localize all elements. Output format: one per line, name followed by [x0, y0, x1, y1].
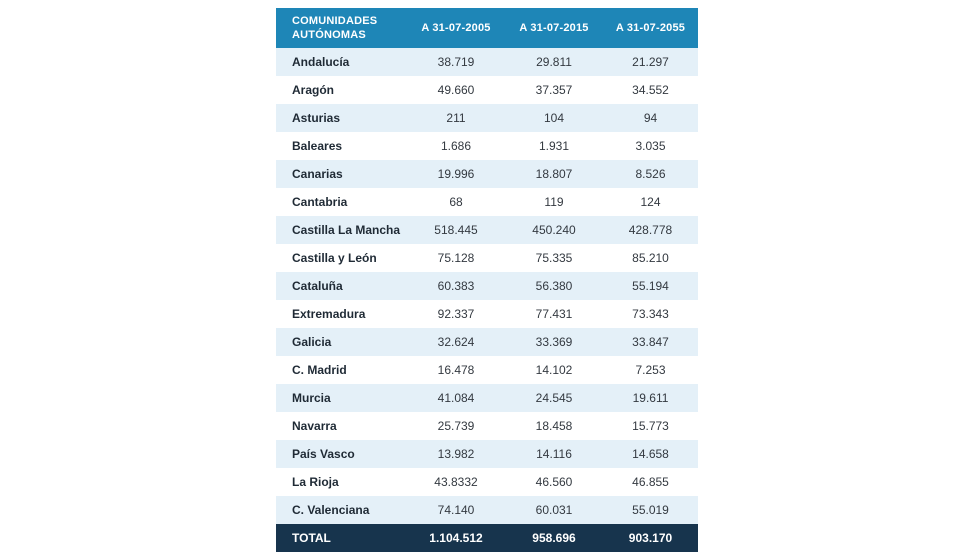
table-row: [276, 132, 698, 160]
value-2015-cell: 1.931: [505, 132, 603, 160]
table-row: [276, 216, 698, 244]
region-name-cell: Castilla La Mancha: [276, 216, 407, 244]
table-row: [276, 328, 698, 356]
table-row: [276, 384, 698, 412]
table-row: [276, 468, 698, 496]
table-body: [276, 48, 698, 524]
value-2005-cell: 32.624: [407, 328, 505, 356]
region-name-cell: Asturias: [276, 104, 407, 132]
value-2015-cell: 33.369: [505, 328, 603, 356]
value-2005-cell: 16.478: [407, 356, 505, 384]
table-row: [276, 300, 698, 328]
region-name-cell: Castilla y León: [276, 244, 407, 272]
data-table-container: [276, 8, 698, 552]
value-2055-cell: 7.253: [603, 356, 698, 384]
value-2005-cell: 518.445: [407, 216, 505, 244]
value-2055-cell: 14.658: [603, 440, 698, 468]
value-2005-cell: 68: [407, 188, 505, 216]
value-2015-cell: 46.560: [505, 468, 603, 496]
value-2015-cell: 119: [505, 188, 603, 216]
value-2005-cell: 211: [407, 104, 505, 132]
table-row: [276, 48, 698, 76]
value-2005-cell: 43.8332: [407, 468, 505, 496]
value-2015-cell: 104: [505, 104, 603, 132]
value-2055-cell: 8.526: [603, 160, 698, 188]
value-2005-cell: 13.982: [407, 440, 505, 468]
value-2005-cell: 19.996: [407, 160, 505, 188]
value-2015-cell: 18.807: [505, 160, 603, 188]
value-2015-cell: 14.116: [505, 440, 603, 468]
value-2015-cell: 14.102: [505, 356, 603, 384]
comunidades-table: [276, 8, 698, 552]
column-header-line: AUTÓNOMAS: [292, 29, 366, 41]
region-name-cell: Galicia: [276, 328, 407, 356]
table-row: [276, 76, 698, 104]
value-2055-cell: 3.035: [603, 132, 698, 160]
table-row: [276, 440, 698, 468]
value-2005-cell: 60.383: [407, 272, 505, 300]
total-label: TOTAL: [276, 524, 407, 552]
total-value-2015: 958.696: [505, 524, 603, 552]
value-2005-cell: 75.128: [407, 244, 505, 272]
value-2005-cell: 92.337: [407, 300, 505, 328]
column-header-line: COMUNIDADES: [292, 15, 378, 27]
value-2055-cell: 85.210: [603, 244, 698, 272]
value-2015-cell: 77.431: [505, 300, 603, 328]
value-2015-cell: 24.545: [505, 384, 603, 412]
value-2015-cell: 60.031: [505, 496, 603, 524]
value-2005-cell: 49.660: [407, 76, 505, 104]
value-2015-cell: 75.335: [505, 244, 603, 272]
table-row: [276, 160, 698, 188]
region-name-cell: C. Valenciana: [276, 496, 407, 524]
total-value-2005: 1.104.512: [407, 524, 505, 552]
value-2005-cell: 74.140: [407, 496, 505, 524]
value-2055-cell: 33.847: [603, 328, 698, 356]
region-name-cell: País Vasco: [276, 440, 407, 468]
value-2055-cell: 21.297: [603, 48, 698, 76]
value-2055-cell: 428.778: [603, 216, 698, 244]
table-row: [276, 356, 698, 384]
region-name-cell: Baleares: [276, 132, 407, 160]
region-name-cell: Murcia: [276, 384, 407, 412]
region-name-cell: Canarias: [276, 160, 407, 188]
value-2055-cell: 15.773: [603, 412, 698, 440]
region-name-cell: Extremadura: [276, 300, 407, 328]
value-2015-cell: 37.357: [505, 76, 603, 104]
value-2015-cell: 56.380: [505, 272, 603, 300]
region-name-cell: Aragón: [276, 76, 407, 104]
value-2055-cell: 73.343: [603, 300, 698, 328]
region-name-cell: C. Madrid: [276, 356, 407, 384]
header-row: [276, 8, 698, 48]
column-header-2055: A 31-07-2055: [603, 8, 698, 48]
value-2005-cell: 41.084: [407, 384, 505, 412]
value-2015-cell: 450.240: [505, 216, 603, 244]
value-2015-cell: 29.811: [505, 48, 603, 76]
value-2015-cell: 18.458: [505, 412, 603, 440]
value-2055-cell: 94: [603, 104, 698, 132]
column-header-comunidades: [276, 8, 407, 48]
table-row: [276, 272, 698, 300]
value-2005-cell: 25.739: [407, 412, 505, 440]
value-2005-cell: 1.686: [407, 132, 505, 160]
table-row: [276, 412, 698, 440]
column-header-2015: A 31-07-2015: [505, 8, 603, 48]
value-2005-cell: 38.719: [407, 48, 505, 76]
total-value-2055: 903.170: [603, 524, 698, 552]
region-name-cell: Cataluña: [276, 272, 407, 300]
region-name-cell: Cantabria: [276, 188, 407, 216]
value-2055-cell: 55.194: [603, 272, 698, 300]
value-2055-cell: 124: [603, 188, 698, 216]
table-row: [276, 188, 698, 216]
table-row: [276, 496, 698, 524]
value-2055-cell: 46.855: [603, 468, 698, 496]
value-2055-cell: 55.019: [603, 496, 698, 524]
region-name-cell: La Rioja: [276, 468, 407, 496]
value-2055-cell: 19.611: [603, 384, 698, 412]
table-row: [276, 104, 698, 132]
total-row: [276, 524, 698, 552]
value-2055-cell: 34.552: [603, 76, 698, 104]
region-name-cell: Navarra: [276, 412, 407, 440]
column-header-2005: A 31-07-2005: [407, 8, 505, 48]
region-name-cell: Andalucía: [276, 48, 407, 76]
table-row: [276, 244, 698, 272]
